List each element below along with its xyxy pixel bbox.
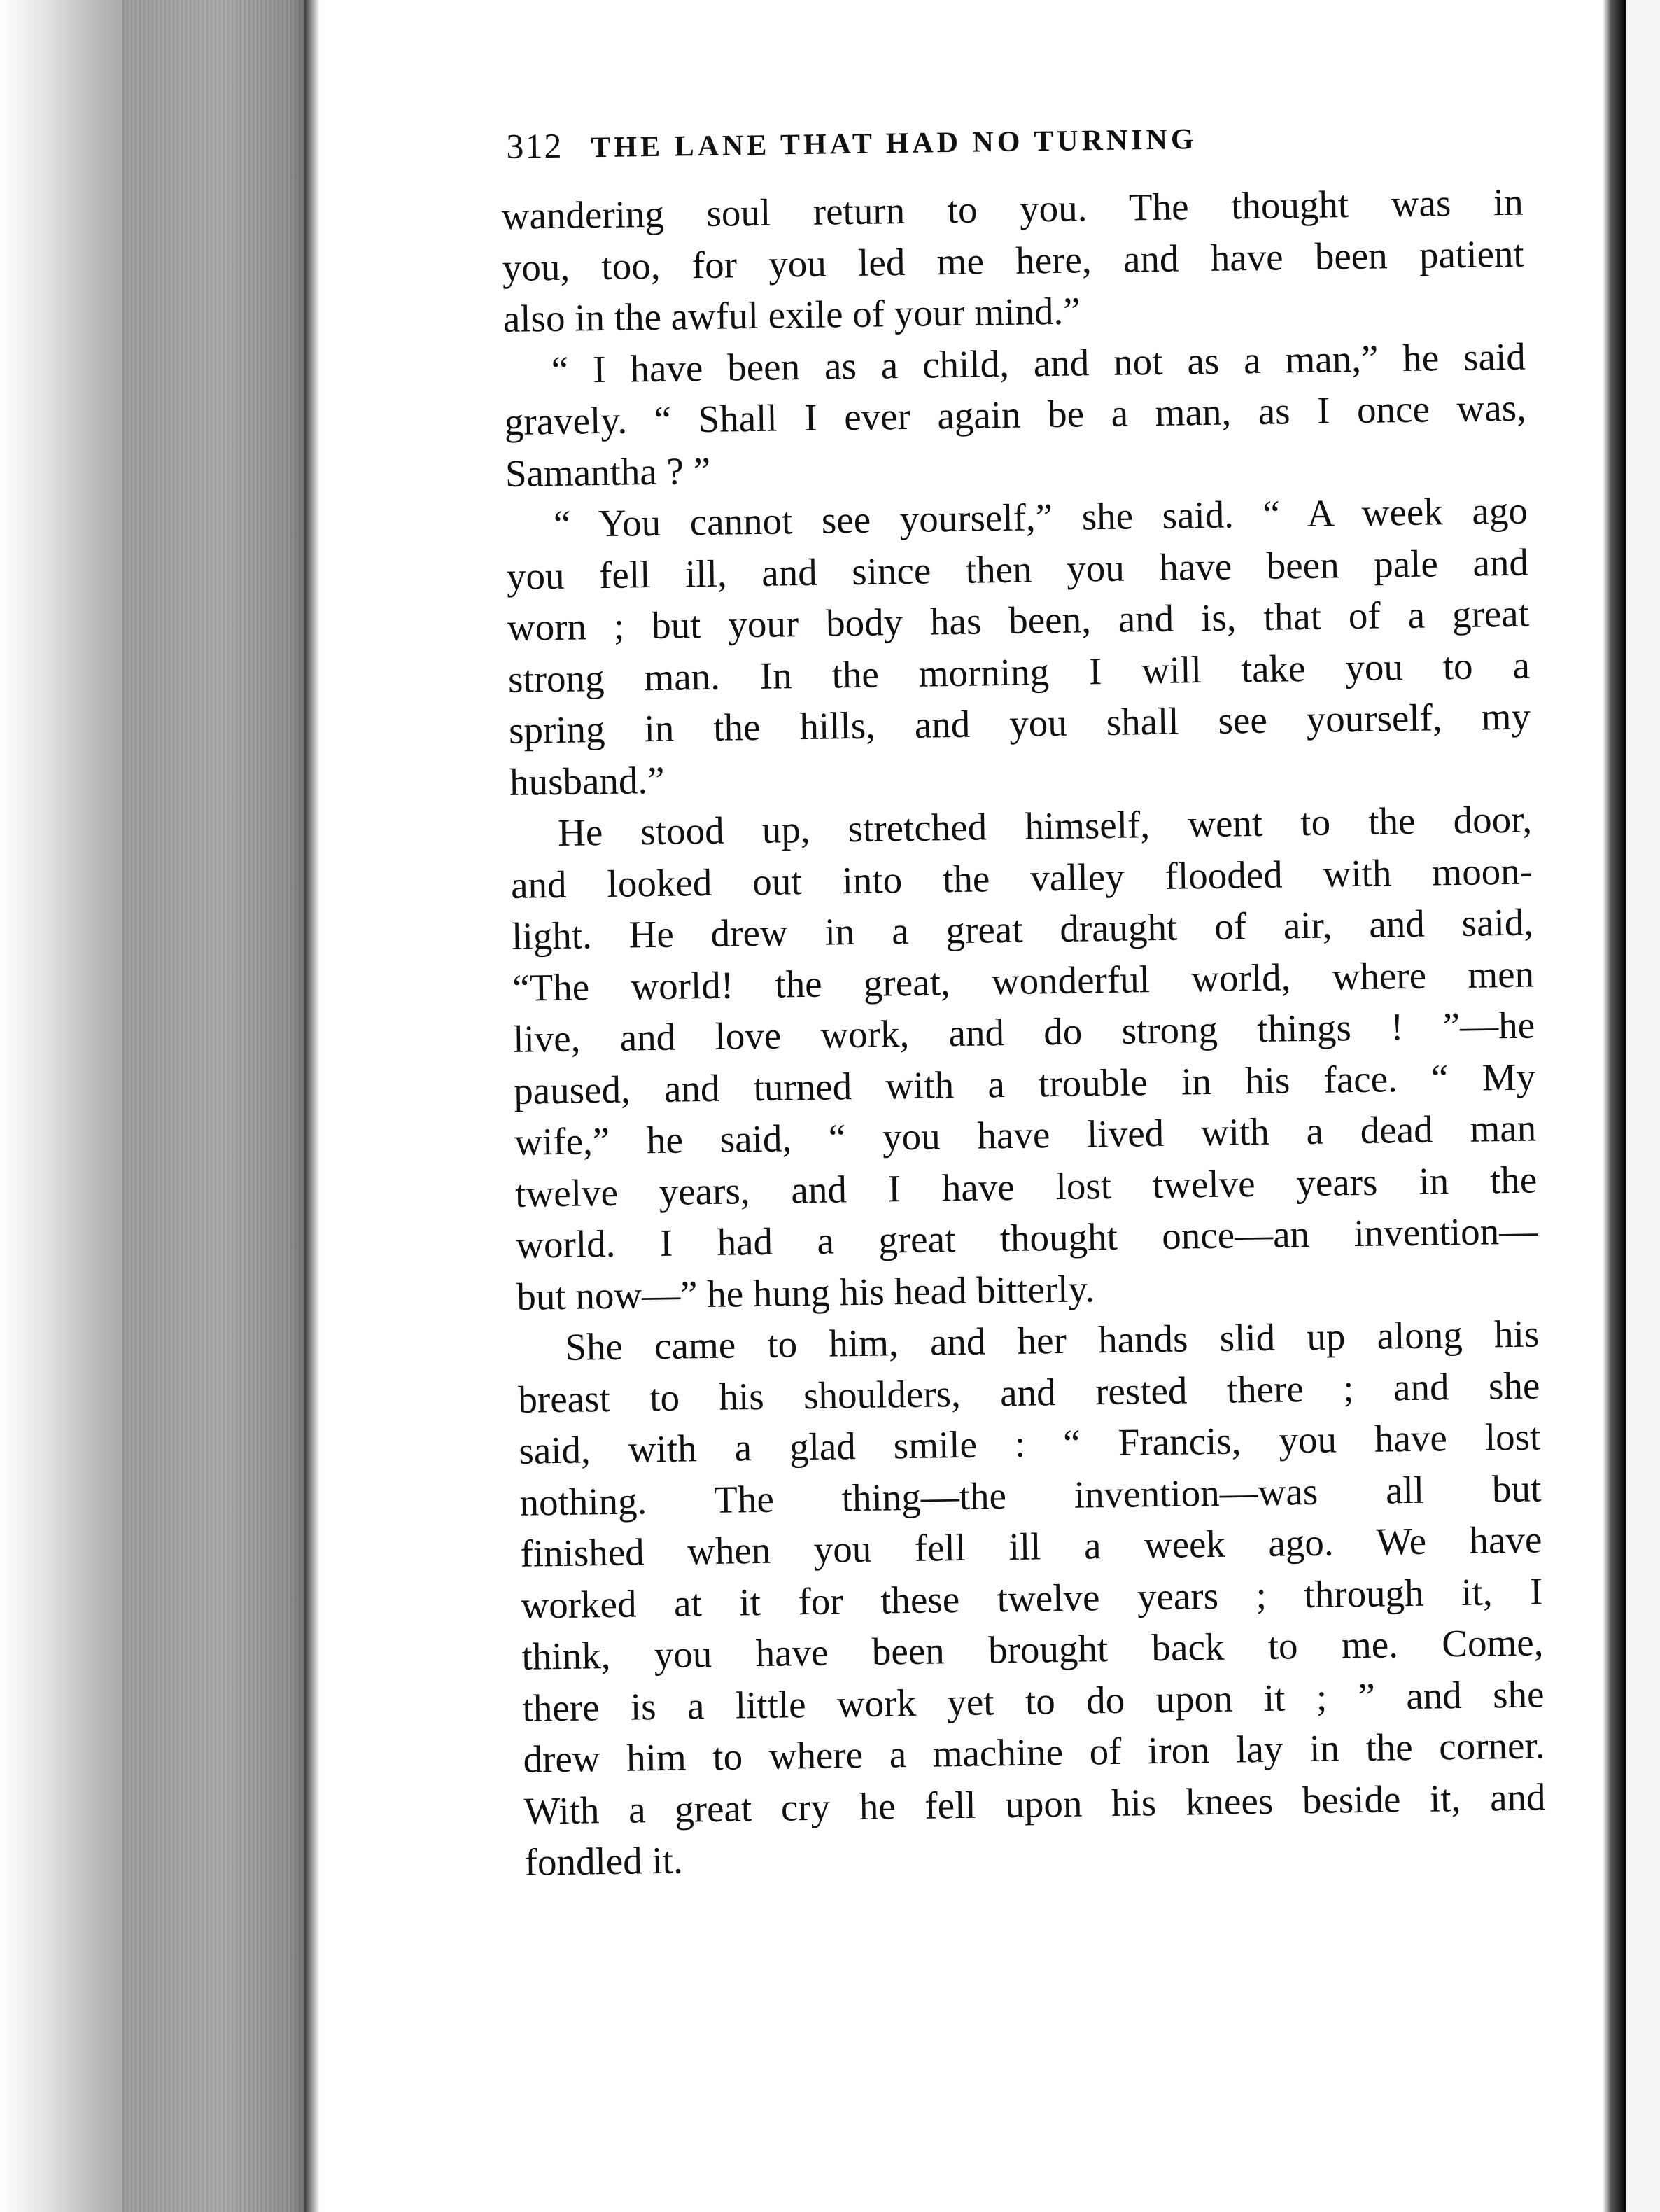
text-line: twelve years, and I have lost twelve years in the: [514, 1157, 1538, 1215]
text-line: also in the awful exile of your mind.”: [502, 289, 1081, 340]
text-line: wife,” he said, “ you have lived with a dead man: [514, 1106, 1537, 1163]
body-text: [501, 176, 1561, 1888]
text-line: husband.”: [509, 758, 665, 804]
text-line: think, you have been brought back to me. Come,: [521, 1620, 1544, 1678]
text-line: light. He drew in a great draught of air, and said,: [511, 900, 1534, 958]
book-spine-edge: [0, 0, 122, 2212]
text-line: worn ; but your body has been, and is, that of a great: [507, 592, 1530, 649]
facing-page-sliver: [1624, 0, 1660, 2212]
page-stack-edge: [122, 0, 311, 2212]
gutter-shadow: [304, 0, 320, 2212]
text-line: but now—” he hung his head bitterly.: [516, 1266, 1095, 1318]
text-line: She came to him, and her hands slid up along his: [564, 1312, 1540, 1368]
text-line: “ You cannot see yourself,” she said. “ A week ago: [553, 489, 1528, 545]
text-line: drew him to where a machine of iron lay in the corner.: [523, 1723, 1545, 1781]
text-line: you, too, for you led me here, and have been patient: [502, 232, 1525, 289]
text-line: fondled it.: [524, 1838, 684, 1884]
text-line: paused, and turned with a trouble in his face. “ My: [513, 1054, 1536, 1112]
page-number: 312: [506, 125, 563, 166]
page-text-block: [500, 111, 1561, 1888]
text-line: live, and love work, and do strong things ! ”—he: [512, 1003, 1535, 1060]
text-line: With a great cry he fell upon his knees beside it, and: [523, 1774, 1546, 1833]
text-line: nothing. The thing—the invention—was all but: [519, 1466, 1542, 1524]
text-line: there is a little work yet to do upon it ; ” and she: [522, 1672, 1545, 1730]
text-line: strong man. In the morning I will take you to a: [507, 643, 1531, 701]
text-line: spring in the hills, and you shall see yourself, my: [508, 694, 1531, 752]
right-page-edge: [1603, 0, 1624, 2212]
text-line: breast to his shoulders, and rested there ; and she: [517, 1363, 1540, 1421]
text-line: finished when you fell ill a week ago. We have: [520, 1518, 1542, 1575]
running-head: THE LANE THAT HAD NO TURNING: [591, 123, 1197, 164]
text-line: gravely. “ Shall I ever again be a man, as I once was,: [504, 386, 1527, 443]
text-line: said, with a glad smile : “ Francis, you have lost: [518, 1415, 1541, 1472]
text-line: He stood up, stretched himself, went to the door,: [557, 797, 1533, 854]
text-line: “The world! the great, wonderful world, where men: [512, 951, 1535, 1009]
page-header: [506, 111, 1537, 175]
text-line: Samantha ? ”: [505, 449, 711, 495]
text-line: worked at it for these twelve years ; through it, I: [521, 1569, 1543, 1627]
text-line: world. I had a great thought once—an invention—: [515, 1209, 1538, 1266]
text-line: “ I have been as a child, and not as a man,” he said: [551, 335, 1526, 391]
text-line: wandering soul return to you. The thought was in: [501, 180, 1524, 237]
text-line: and looked out into the valley flooded with moon-: [510, 849, 1533, 906]
text-line: you fell ill, and since then you have been pale and: [506, 540, 1529, 598]
